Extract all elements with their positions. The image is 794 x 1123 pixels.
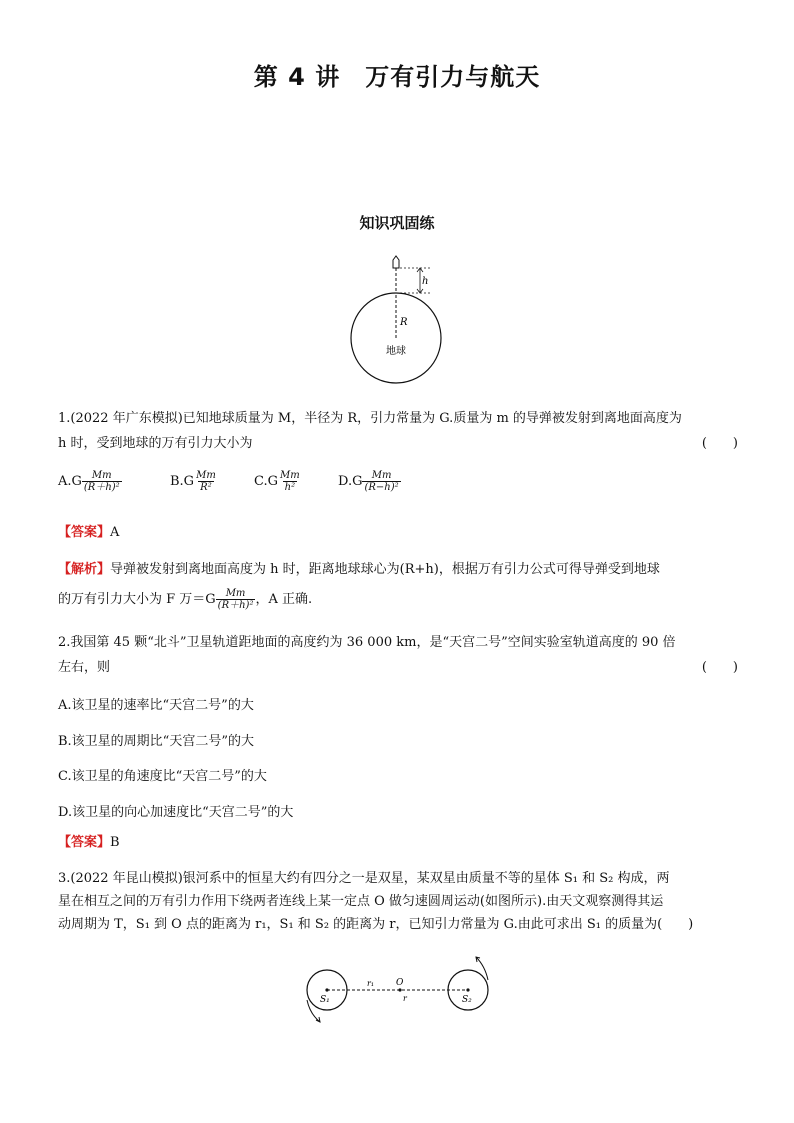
binary-star-figure bbox=[300, 952, 500, 1027]
label-s1: S₁ bbox=[320, 995, 330, 1005]
label-r1: r₁ bbox=[367, 979, 375, 988]
answer-tag: 【答案】 bbox=[58, 835, 111, 850]
answer-value: B bbox=[110, 835, 120, 850]
q2-option-c: C.该卫星的角速度比“天宫二号”的大 bbox=[58, 769, 267, 784]
q3-stem-line2: 星在相互之间的万有引力作用下绕两者连线上某一定点 O 做匀速圆周运动(如图所示).由天文观察测得其运 bbox=[58, 894, 664, 909]
label-s2: S₂ bbox=[462, 995, 472, 1005]
label-h: h bbox=[422, 276, 429, 287]
label-R: R bbox=[400, 317, 408, 328]
q1-paren: ( ) bbox=[701, 436, 738, 451]
q3-stem-line1: 3.(2022 年昆山模拟)银河系中的恒星大约有四分之一是双星，某双星由质量不等的星体 S₁ 和 S₂ 构成，两 bbox=[58, 871, 670, 886]
q1-option-a: A.G $\frac{Mm}{\text{(R＋h)²}}$ bbox=[58, 470, 120, 493]
section-heading: 知识巩固练 bbox=[359, 214, 435, 232]
q2-answer bbox=[58, 830, 738, 855]
q1-option-c: C.G $\frac{Mm}{\text{h²}}$ bbox=[254, 470, 300, 493]
analysis-line1: 导弹被发射到离地面高度为 h 时，距离地球球心为(R+h)，根据万有引力公式可得导弹受到地球 bbox=[110, 562, 660, 577]
q1-option-d: D.G $\frac{Mm}{\text{(R−h)²}}$ bbox=[338, 470, 399, 493]
label-earth: 地球 bbox=[386, 346, 406, 357]
question-3 bbox=[58, 867, 738, 936]
analysis-line2-post: ，A 正确. bbox=[255, 592, 313, 607]
q1-stem-line1: 1.(2022 年广东模拟)已知地球质量为 M，半径为 R，引力常量为 G.质量为 m 的导弹被发射到离地面高度为 bbox=[58, 411, 682, 426]
q1-analysis: 【解析】导弹被发射到离地面高度为 h 时，距离地球球心为(R+h)，根据万有引力公式可得导弹受到地球 的万有引力大小为 F 万＝G $\frac{Mm}{\text{(R＋h)²}}$ ，A 正确. bbox=[58, 562, 660, 611]
q2-stem-line2: 左右，则 bbox=[58, 660, 111, 675]
s1-motion-arrow bbox=[307, 1000, 320, 1022]
question-2 bbox=[58, 630, 738, 680]
missile-icon bbox=[393, 256, 399, 268]
page-title: 第 4 讲 万有引力与航天 bbox=[253, 63, 541, 91]
q2-option-d: D.该卫星的向心加速度比“天宫二号”的大 bbox=[58, 804, 294, 820]
question-1 bbox=[58, 406, 738, 456]
earth-missile-figure bbox=[340, 250, 450, 388]
q2-option-b: B.该卫星的周期比“天宫二号”的大 bbox=[58, 733, 254, 749]
q1-stem-line2: h 时，受到地球的万有引力大小为 bbox=[58, 436, 253, 451]
label-O: O bbox=[396, 978, 404, 988]
q2-paren: ( ) bbox=[701, 660, 738, 675]
analysis-line2-pre: 的万有引力大小为 F 万＝G bbox=[58, 592, 216, 607]
label-r: r bbox=[403, 994, 407, 1003]
answer-tag: 【答案】 bbox=[58, 525, 111, 540]
q2-stem-line1: 2.我国第 45 颗“北斗”卫星轨道距地面的高度约为 36 000 km，是“天宫二号”空间实验室轨道高度的 90 倍 bbox=[58, 635, 676, 650]
q2-options bbox=[58, 688, 738, 830]
q3-stem-line3: 动周期为 T，S₁ 到 O 点的距离为 r₁，S₁ 和 S₂ 的距离为 r，已知引力常量为 G.由此可求出 S₁ 的质量为( ) bbox=[58, 917, 694, 932]
q1-answer bbox=[58, 520, 738, 545]
analysis-tag: 【解析】 bbox=[58, 562, 111, 577]
q2-option-a: A.该卫星的速率比“天宫二号”的大 bbox=[58, 698, 254, 713]
answer-value: A bbox=[110, 525, 120, 540]
q1-option-b: B.G $\frac{Mm}{\text{R²}}$ bbox=[170, 470, 216, 493]
